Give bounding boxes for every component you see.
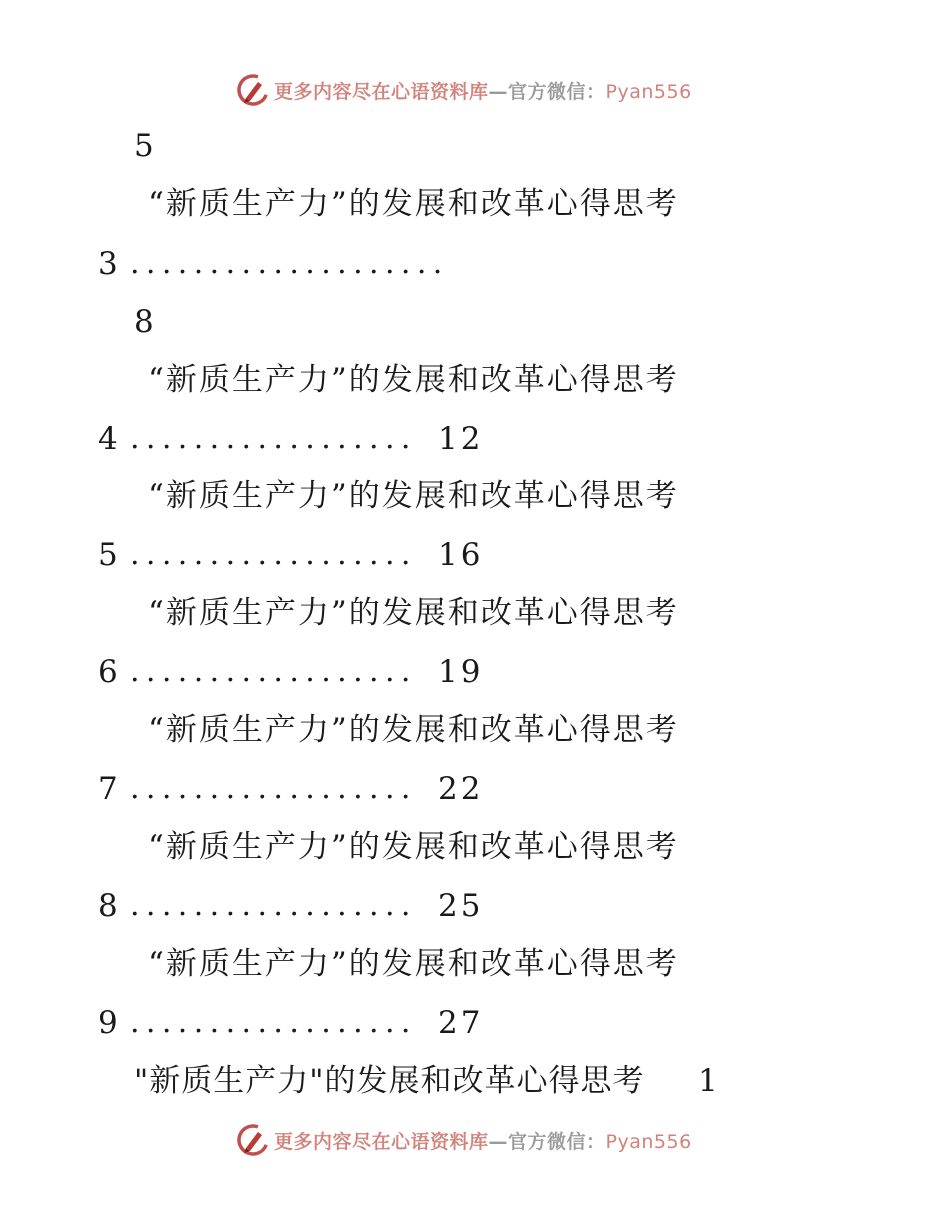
toc-page-number: 8 [134,304,157,340]
toc-entry-number: 5 [98,537,121,573]
header-watermark [236,72,692,108]
pen-logo-icon [236,73,270,107]
toc-entry-number: 7 [98,771,121,807]
toc-entry-number: 4 [98,421,121,457]
toc-leader-dots: .................... [130,246,449,281]
toc-leader-dots: .................. [130,537,417,572]
toc-page-number: 27 [438,1005,484,1041]
toc-page-number: 25 [438,888,484,924]
watermark-text-main: 更多内容尽在心语资料库 [274,80,489,103]
toc-page-number: 5 [134,128,157,164]
toc-leader-dots: .................. [130,888,417,923]
toc-leader-dots: .................. [130,1005,417,1040]
watermark-text-label: —官方微信： [488,80,606,103]
toc-entry-title: “新质生产力”的发展和改革心得思考 [148,829,679,865]
toc-entry-title: “新质生产力”的发展和改革心得思考 [148,362,679,398]
toc-page-number: 1 [698,1063,721,1099]
toc-page-number: 16 [438,537,484,573]
watermark-text-main: 更多内容尽在心语资料库 [274,1130,489,1153]
watermark-text-label: —官方微信： [488,1130,606,1153]
toc-entry-number: 3 [98,246,121,282]
toc-entry-title: “新质生产力”的发展和改革心得思考 [148,186,679,222]
toc-leader-dots: .................. [130,771,417,806]
toc-entry-title: “新质生产力”的发展和改革心得思考 [148,595,679,631]
toc-entry-number: 6 [98,654,121,690]
toc-section-heading: "新质生产力"的发展和改革心得思考 [134,1063,645,1099]
toc-leader-dots: .................. [130,654,417,689]
toc-entry-title: “新质生产力”的发展和改革心得思考 [148,478,679,514]
toc-page-number: 22 [438,771,484,807]
toc-entry-number: 8 [98,888,121,924]
toc-entry-title: “新质生产力”的发展和改革心得思考 [148,946,679,982]
footer-watermark [236,1122,692,1158]
toc-entry-number: 9 [98,1005,121,1041]
toc-entry-title: “新质生产力”的发展和改革心得思考 [148,712,679,748]
watermark-text-id: Pyan556 [605,1130,692,1153]
toc-page-number: 19 [438,654,484,690]
pen-logo-icon [236,1123,270,1157]
toc-page-number: 12 [438,421,484,457]
watermark-text-id: Pyan556 [605,80,692,103]
toc-leader-dots: .................. [130,421,417,456]
